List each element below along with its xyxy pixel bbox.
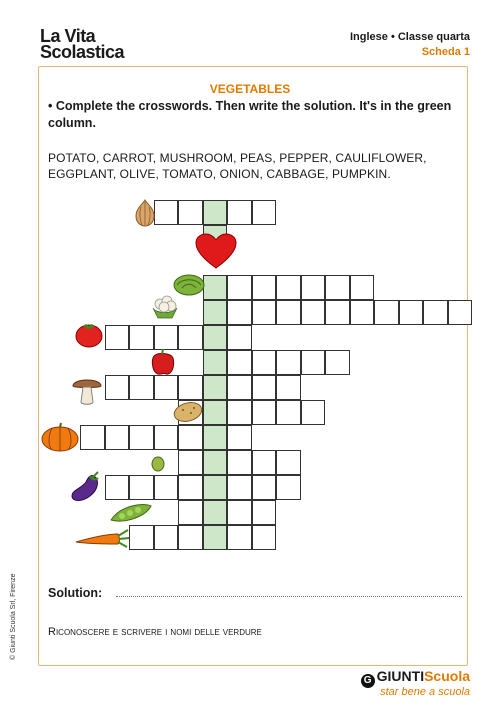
crossword-cell[interactable] xyxy=(105,475,130,500)
pumpkin-icon xyxy=(40,422,80,452)
cabbage-icon xyxy=(172,272,206,296)
solution-cell[interactable] xyxy=(203,525,228,550)
crossword-cell[interactable] xyxy=(301,350,326,375)
crossword-cell[interactable] xyxy=(350,300,375,325)
crossword-cell[interactable] xyxy=(252,275,277,300)
worksheet-title: VEGETABLES xyxy=(209,82,291,96)
crossword-cell[interactable] xyxy=(129,325,154,350)
crossword-cell[interactable] xyxy=(154,525,179,550)
crossword-cell[interactable] xyxy=(178,425,203,450)
crossword-cell[interactable] xyxy=(227,200,252,225)
instruction-text: • Complete the crosswords. Then write the solution. It's in the green column. xyxy=(48,99,452,130)
crossword-cell[interactable] xyxy=(252,350,277,375)
sheet-label: Scheda 1 xyxy=(421,46,470,58)
logo-line1: La Vita xyxy=(40,26,96,46)
crossword-cell[interactable] xyxy=(105,425,130,450)
solution-cell[interactable] xyxy=(203,400,228,425)
crossword-cell[interactable] xyxy=(227,275,252,300)
brand-name-part1: GIUNTI xyxy=(376,668,425,684)
crossword-cell[interactable] xyxy=(276,475,301,500)
crossword-cell[interactable] xyxy=(129,375,154,400)
crossword-cell[interactable] xyxy=(276,450,301,475)
crossword-cell[interactable] xyxy=(227,475,252,500)
crossword-cell[interactable] xyxy=(252,475,277,500)
crossword-cell[interactable] xyxy=(129,425,154,450)
logo-line2: Scolastica xyxy=(40,42,125,62)
onion-icon xyxy=(132,198,158,228)
solution-cell[interactable] xyxy=(203,450,228,475)
brand-logo-icon: G xyxy=(361,674,375,688)
caption: Riconoscere e scrivere i nomi delle verdure xyxy=(48,626,262,638)
crossword-cell[interactable] xyxy=(227,525,252,550)
crossword-cell[interactable] xyxy=(227,500,252,525)
crossword-cell[interactable] xyxy=(129,525,154,550)
crossword-cell[interactable] xyxy=(154,375,179,400)
solution-cell[interactable] xyxy=(203,350,228,375)
crossword-cell[interactable] xyxy=(276,400,301,425)
crossword-cell[interactable] xyxy=(325,350,350,375)
crossword-cell[interactable] xyxy=(154,475,179,500)
solution-cell[interactable] xyxy=(203,275,228,300)
header-info xyxy=(350,30,470,60)
crossword-cell[interactable] xyxy=(227,400,252,425)
crossword-cell[interactable] xyxy=(301,275,326,300)
crossword-cell[interactable] xyxy=(178,475,203,500)
crossword-cell[interactable] xyxy=(227,325,252,350)
crossword-cell[interactable] xyxy=(374,300,399,325)
solution-answer-line[interactable] xyxy=(116,596,462,597)
crossword-cell[interactable] xyxy=(178,325,203,350)
crossword-cell[interactable] xyxy=(227,450,252,475)
eggplant-icon xyxy=(68,470,104,504)
tomato-icon xyxy=(74,320,104,348)
crossword-cell[interactable] xyxy=(252,500,277,525)
crossword-cell[interactable] xyxy=(227,350,252,375)
crossword-cell[interactable] xyxy=(227,425,252,450)
crossword-cell[interactable] xyxy=(423,300,448,325)
brand-name-part2: Scuola xyxy=(424,668,470,684)
crossword-cell[interactable] xyxy=(154,425,179,450)
brand-name xyxy=(361,668,470,688)
carrot-icon xyxy=(74,528,130,550)
crossword-cell[interactable] xyxy=(178,375,203,400)
crossword-cell[interactable] xyxy=(178,450,203,475)
solution-cell[interactable] xyxy=(203,425,228,450)
word-list: POTATO, CARROT, MUSHROOM, PEAS, PEPPER, CAULIFLOWER, EGGPLANT, OLIVE, TOMATO, ONION, CABBAGE, PUMPKIN. xyxy=(48,151,427,181)
brand xyxy=(361,668,470,698)
subject-label: Inglese • Classe quarta xyxy=(349,31,470,43)
crossword-cell[interactable] xyxy=(252,375,277,400)
copyright-credit: © Giunti Scuola Srl, Firenze xyxy=(10,573,17,660)
solution-cell[interactable] xyxy=(203,375,228,400)
crossword-cell[interactable] xyxy=(350,275,375,300)
crossword-cell[interactable] xyxy=(448,300,473,325)
heart-icon xyxy=(194,232,238,270)
solution-cell[interactable] xyxy=(203,200,228,225)
crossword-cell[interactable] xyxy=(80,425,105,450)
crossword-cell[interactable] xyxy=(252,200,277,225)
crossword-cell[interactable] xyxy=(252,525,277,550)
crossword-cell[interactable] xyxy=(129,475,154,500)
crossword-cell[interactable] xyxy=(227,375,252,400)
crossword-cell[interactable] xyxy=(276,275,301,300)
crossword-cell[interactable] xyxy=(276,350,301,375)
crossword-cell[interactable] xyxy=(178,200,203,225)
olive-icon xyxy=(150,456,166,472)
crossword-cell[interactable] xyxy=(325,275,350,300)
crossword-cell[interactable] xyxy=(252,400,277,425)
crossword-cell[interactable] xyxy=(105,325,130,350)
crossword-cell[interactable] xyxy=(227,300,252,325)
crossword-cell[interactable] xyxy=(301,400,326,425)
crossword-cell[interactable] xyxy=(178,525,203,550)
crossword-cell[interactable] xyxy=(252,450,277,475)
crossword-cell[interactable] xyxy=(325,300,350,325)
mushroom-icon xyxy=(70,372,104,406)
crossword-cell[interactable] xyxy=(276,300,301,325)
crossword-cell[interactable] xyxy=(301,300,326,325)
cauliflower-icon xyxy=(150,294,180,320)
potato-icon xyxy=(172,400,204,424)
crossword-cell[interactable] xyxy=(276,375,301,400)
crossword-cell[interactable] xyxy=(105,375,130,400)
solution-cell[interactable] xyxy=(203,325,228,350)
solution-label: Solution: xyxy=(48,586,103,600)
logo xyxy=(40,28,124,60)
pepper-icon xyxy=(148,348,178,376)
crossword-cell[interactable] xyxy=(178,500,203,525)
solution-cell[interactable] xyxy=(203,300,228,325)
peas-icon xyxy=(108,500,154,526)
crossword-cell[interactable] xyxy=(399,300,424,325)
crossword-cell[interactable] xyxy=(154,325,179,350)
brand-tagline: star bene a scuola xyxy=(380,686,470,698)
solution-cell[interactable] xyxy=(203,500,228,525)
solution-cell[interactable] xyxy=(203,475,228,500)
crossword-cell[interactable] xyxy=(252,300,277,325)
